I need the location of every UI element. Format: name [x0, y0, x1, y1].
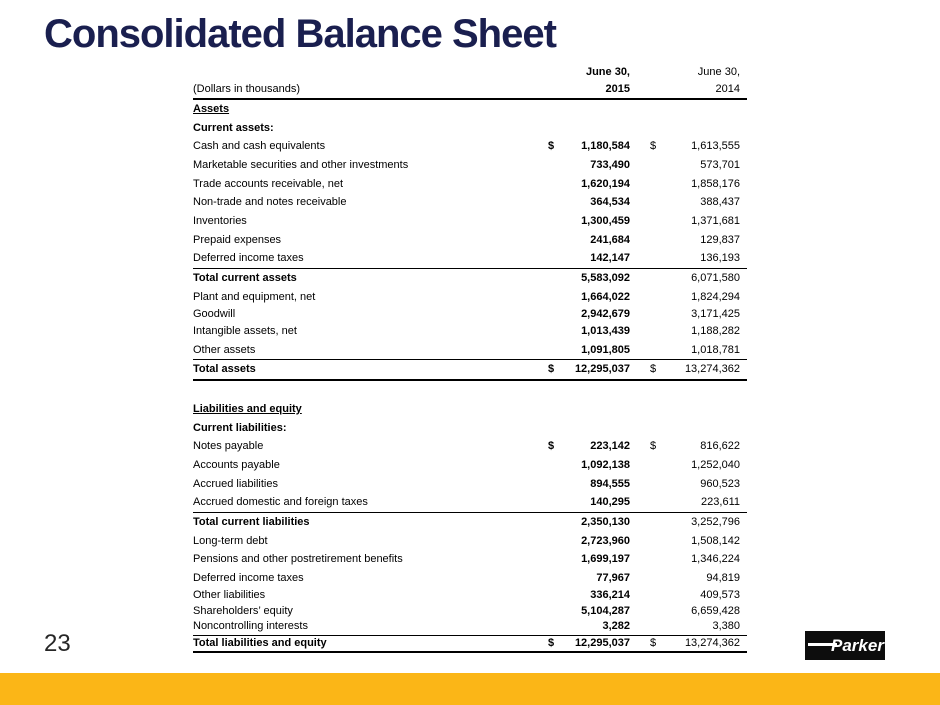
value-2014: 1,018,781: [691, 343, 740, 356]
value-2015: 241,684: [590, 233, 630, 246]
table-row: [193, 636, 747, 654]
table-row: [193, 231, 747, 250]
value-2015: 12,295,037: [574, 363, 630, 376]
value-2014: 573,701: [700, 158, 740, 171]
table-row: [193, 250, 747, 270]
table-row: [193, 588, 747, 604]
dollar-sign-2015: $: [548, 363, 555, 376]
parker-logo: [805, 631, 885, 660]
dollar-sign-2015: $: [548, 140, 555, 153]
value-2015: 1,180,584: [581, 140, 630, 153]
value-2014: 3,380: [712, 620, 740, 633]
table-row: [193, 322, 747, 341]
row-label: Marketable securities and other investments: [193, 158, 409, 171]
value-2014: 3,171,425: [691, 307, 740, 320]
table-row: [193, 156, 747, 175]
table-row: [193, 475, 747, 494]
value-2014: 1,613,555: [691, 140, 740, 153]
table-row: [193, 513, 747, 532]
table-row: [193, 604, 747, 620]
value-2015: 140,295: [590, 496, 630, 509]
dollar-sign-2015: $: [548, 636, 555, 649]
table-row: [193, 175, 747, 194]
value-2014: 409,573: [700, 589, 740, 602]
value-2015: 1,013,439: [581, 324, 630, 337]
col-2015-header-line1: June 30,: [585, 66, 630, 78]
table-row: [193, 400, 747, 419]
value-2015: 12,295,037: [574, 636, 630, 649]
row-label: Total current assets: [193, 272, 297, 285]
table-caption: (Dollars in thousands): [193, 83, 300, 95]
table-row: [193, 100, 747, 119]
value-2014: 1,824,294: [691, 290, 740, 303]
table-row: [193, 212, 747, 231]
table-row: [193, 269, 747, 288]
value-2015: 733,490: [590, 158, 630, 171]
row-label: Trade accounts receivable, net: [193, 177, 344, 190]
value-2014: 1,371,681: [691, 214, 740, 227]
value-2014: 223,611: [701, 496, 740, 509]
table-row: [193, 360, 747, 381]
value-2014: 129,837: [700, 233, 740, 246]
row-label: Prepaid expenses: [193, 233, 282, 246]
table-row: [193, 532, 747, 551]
value-2015: 5,104,287: [581, 604, 630, 617]
table-row: [193, 193, 747, 212]
value-2014: 816,622: [700, 440, 740, 453]
value-2014: 960,523: [700, 477, 740, 490]
table-row: [193, 619, 747, 636]
balance-sheet-table: [193, 64, 747, 653]
value-2014: 136,193: [700, 252, 740, 265]
dollar-sign-2015: $: [548, 440, 555, 453]
value-2014: 13,274,362: [684, 636, 740, 649]
value-2014: 1,188,282: [691, 324, 740, 337]
value-2015: 77,967: [596, 572, 630, 585]
row-label: Total assets: [193, 363, 256, 376]
table-row: [193, 569, 747, 588]
table-row: [193, 307, 747, 323]
col-2014-header-line2: 2014: [715, 83, 740, 95]
value-2015: 223,142: [590, 440, 630, 453]
table-row: [193, 341, 747, 361]
value-2014: 94,819: [706, 572, 740, 585]
value-2015: 1,699,197: [581, 553, 630, 566]
table-row: [193, 137, 747, 156]
row-label: Current liabilities:: [193, 421, 287, 434]
value-2014: 1,252,040: [691, 459, 740, 472]
value-2015: 1,620,194: [581, 177, 630, 190]
row-label: Plant and equipment, net: [193, 290, 316, 303]
value-2015: 3,282: [602, 620, 630, 633]
row-label: Accrued domestic and foreign taxes: [193, 496, 368, 509]
row-label: Deferred income taxes: [193, 252, 304, 265]
row-label: Notes payable: [193, 440, 264, 453]
row-label: Assets: [193, 102, 230, 115]
row-label: Liabilities and equity: [193, 402, 302, 415]
parker-logo-text: Parker: [831, 636, 884, 655]
value-2015: 2,350,130: [581, 516, 630, 529]
value-2014: 1,346,224: [691, 553, 740, 566]
col-2015-header-line2: 2015: [605, 83, 630, 95]
row-label: Deferred income taxes: [193, 572, 304, 585]
row-label: Long-term debt: [193, 534, 268, 547]
dollar-sign-2014: $: [650, 140, 657, 153]
row-label: Other assets: [193, 343, 256, 356]
table-row: [193, 494, 747, 514]
col-2014-header-line1: June 30,: [697, 66, 740, 78]
dollar-sign-2014: $: [650, 363, 657, 376]
value-2014: 3,252,796: [691, 516, 740, 529]
row-label: Goodwill: [193, 307, 236, 320]
value-2015: 2,942,679: [581, 307, 630, 320]
row-label: Total current liabilities: [193, 516, 310, 529]
row-label: Noncontrolling interests: [193, 620, 308, 633]
value-2015: 1,092,138: [581, 459, 630, 472]
value-2015: 5,583,092: [581, 272, 630, 285]
value-2015: 894,555: [590, 477, 630, 490]
table-row: [193, 551, 747, 570]
value-2014: 1,858,176: [691, 177, 740, 190]
row-label: Total liabilities and equity: [193, 636, 327, 649]
value-2015: 336,214: [590, 589, 630, 602]
value-2015: 142,147: [590, 252, 630, 265]
table-header: [193, 64, 747, 100]
row-label: Pensions and other postretirement benefits: [193, 553, 403, 566]
table-row: [193, 456, 747, 475]
value-2014: 388,437: [700, 196, 740, 209]
bottom-accent-bar: [0, 673, 940, 705]
value-2015: 1,091,805: [581, 343, 630, 356]
dollar-sign-2014: $: [650, 440, 657, 453]
table-row: [193, 288, 747, 307]
table-spacer-row: [193, 381, 747, 400]
table-row: [193, 419, 747, 438]
page-title: Consolidated Balance Sheet: [44, 12, 556, 56]
value-2015: 2,723,960: [581, 534, 630, 547]
row-label: Cash and cash equivalents: [193, 140, 326, 153]
row-label: Current assets:: [193, 121, 274, 134]
table-row: [193, 119, 747, 138]
table-header-row-1: [193, 64, 747, 81]
row-label: Accrued liabilities: [193, 477, 278, 490]
row-label: Accounts payable: [193, 459, 280, 472]
row-label: Inventories: [193, 214, 247, 227]
row-label: Intangible assets, net: [193, 324, 297, 337]
value-2014: 13,274,362: [684, 363, 740, 376]
value-2015: 364,534: [590, 196, 630, 209]
table-row: [193, 438, 747, 457]
row-label: Shareholders’ equity: [193, 604, 293, 617]
value-2015: 1,300,459: [581, 214, 630, 227]
dollar-sign-2014: $: [650, 636, 657, 649]
row-label: Other liabilities: [193, 589, 266, 602]
value-2014: 6,071,580: [691, 272, 740, 285]
row-label: Non-trade and notes receivable: [193, 196, 347, 209]
table-header-row-2: [193, 81, 747, 98]
value-2014: 6,659,428: [691, 604, 740, 617]
table-body: [193, 100, 747, 653]
page-number: 23: [44, 630, 71, 657]
value-2014: 1,508,142: [691, 534, 740, 547]
value-2015: 1,664,022: [581, 290, 630, 303]
